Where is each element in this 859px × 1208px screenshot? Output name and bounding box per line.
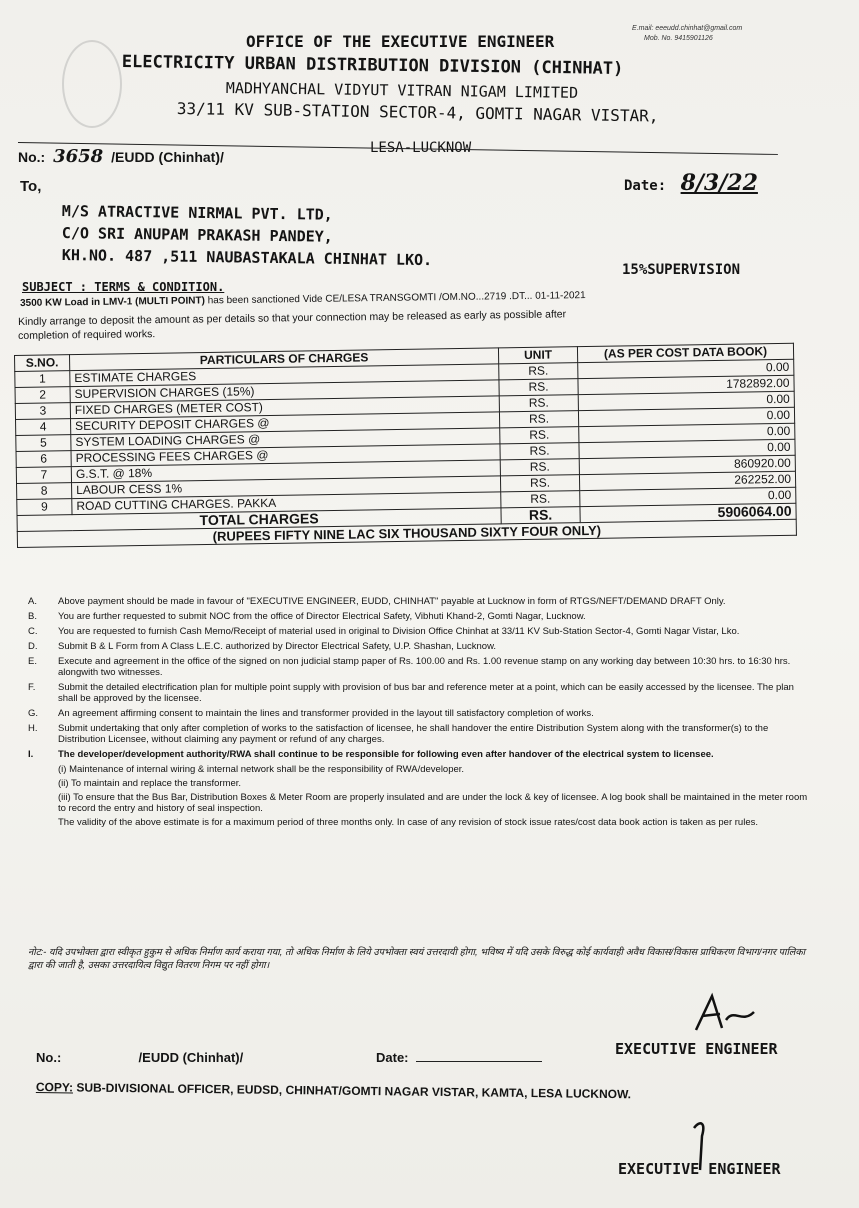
condition-text: Submit undertaking that only after completion of works to the satisfaction of licensee, he shall handover the entire Distribution System along with the transformer(s) to the Distribution Licensee, without claiming any payment or refund of any charges.: [58, 723, 769, 745]
header-title-office: OFFICE OF THE EXECUTIVE ENGINEER: [246, 32, 555, 51]
condition-item: [28, 708, 808, 719]
sub-point: (ii) To maintain and replace the transformer.: [58, 778, 242, 789]
conditions-list: [28, 596, 808, 831]
addressee-line1: M/S ATRACTIVE NIRMAL PVT. LTD,: [61, 202, 333, 224]
reference-number: [18, 146, 224, 167]
header-title-division: ELECTRICITY URBAN DISTRIBUTION DIVISION (CHINHAT): [121, 52, 624, 80]
condition-text: An agreement affirming consent to maintain the lines and transformer provided in the layout till satisfactory completion of works.: [58, 708, 594, 719]
col-header-unit: UNIT: [498, 347, 577, 364]
cell-particular: ROAD CUTTING CHARGES. PAKKA: [72, 492, 501, 515]
footer-date-label: Date:: [376, 1050, 409, 1065]
validity-note: The validity of the above estimate is for a maximum period of three months only. In case of any revision of stock issue rates/cost data book action is taken as per rules.: [58, 817, 758, 828]
condition-item: [28, 656, 808, 678]
addressee-line2: C/O SRI ANUPAM PRAKASH PANDEY,: [61, 224, 333, 246]
cell-amount: 0.00: [579, 439, 795, 458]
amount-in-words: (RUPEES FIFTY NINE LAC SIX THOUSAND SIXTY FOUR ONLY): [17, 519, 796, 547]
condition-letter: D.: [28, 641, 38, 652]
cell-amount: 0.00: [578, 359, 794, 378]
cell-particular: FIXED CHARGES (METER COST): [70, 396, 499, 419]
footer-number: [36, 1050, 243, 1065]
condition-text: Execute and agreement in the office of the signed on non judicial stamp paper of Rs. 100.00 and Rs. 1.00 revenue stamp on any working day between 10:30 hrs. to 16:30 hrs. alongwith two witnesses.: [58, 656, 791, 678]
condition-item: [28, 596, 808, 607]
cell-unit: RS.: [500, 475, 579, 492]
footer-no-label: No.:: [36, 1050, 62, 1065]
cell-sno: 3: [15, 403, 70, 420]
condition-text: The developer/development authority/RWA shall continue to be responsible for following even after handover of the electrical system to licensee.: [58, 749, 714, 760]
copy-label: COPY:: [35, 1080, 74, 1095]
condition-text: Submit the detailed electrification plan for multiple point supply with provision of bus bar and reference meter at a point, which can be easily accessed by the licensee. The plan shall be approved by the licensee.: [58, 682, 794, 704]
footer-date: [376, 1050, 542, 1065]
condition-letter: G.: [28, 708, 39, 719]
charges-table: [14, 343, 797, 548]
subject-sanction: has been sanctioned Vide CE/LESA TRANSGOMTI /OM.NO...2719 .DT... 01-11-2021: [207, 290, 586, 307]
reference-no-handwritten: 3658: [53, 146, 104, 167]
subject-label: SUBJECT : TERMS & CONDITION.: [22, 280, 225, 294]
condition-letter: E.: [28, 656, 37, 667]
cell-amount: 0.00: [579, 423, 795, 442]
cell-sno: 2: [15, 387, 70, 404]
condition-item: [28, 682, 808, 704]
cell-amount: 262252.00: [579, 471, 795, 490]
mobile-line: Mob. No. 9415901126: [644, 35, 713, 42]
condition-letter: C.: [28, 626, 38, 637]
col-header-amount: (AS PER COST DATA BOOK): [577, 343, 793, 362]
condition-text: You are further requested to submit NOC from the office of Director Electrical Safety, Vibhuti Khand-2, Gomti Nagar, Lucknow.: [58, 611, 586, 622]
cell-sno: 6: [16, 451, 71, 468]
reference-no-label: No.:: [18, 149, 46, 165]
condition-letter: I.: [28, 749, 34, 760]
total-label: TOTAL CHARGES: [17, 508, 501, 532]
signature-mark: [690, 990, 760, 1036]
col-header-particulars: PARTICULARS OF CHARGES: [70, 348, 499, 371]
header-title-address: 33/11 KV SUB-STATION SECTOR-4, GOMTI NAGAR VISTAR,: [176, 99, 659, 126]
condition-item: [28, 749, 808, 760]
cell-sno: 7: [16, 467, 71, 484]
cell-particular: ESTIMATE CHARGES: [70, 364, 499, 387]
condition-text: You are requested to furnish Cash Memo/Receipt of material used in original to Division Office Chinhat at 33/11 KV Sub-Station Sector-4, Gomti Nagar Vistar, Lko.: [58, 626, 740, 637]
sub-point: (iii) To ensure that the Bus Bar, Distribution Boxes & Meter Room are properly insulated and are under the lock & key of licensee. A log book shall be maintained in the meter room to record the entry and history of seal inspection.: [58, 792, 808, 814]
cell-amount: 0.00: [578, 407, 794, 426]
copy-line: [36, 1080, 631, 1101]
cell-particular: SUPERVISION CHARGES (15%): [70, 380, 499, 403]
signatory-title: EXECUTIVE ENGINEER: [615, 1040, 778, 1058]
date-label: Date:: [624, 178, 667, 194]
date-handwritten: 8/3/22: [680, 170, 758, 196]
cell-sno: 9: [17, 499, 72, 516]
header-title-city: LESA-LUCKNOW: [370, 140, 472, 156]
email-line: E.mail: eeeudd.chinhat@gmail.com: [632, 25, 743, 32]
condition-item: [28, 641, 808, 652]
cell-unit: RS.: [499, 379, 578, 396]
cell-particular: G.S.T. @ 18%: [71, 460, 500, 483]
cell-particular: SYSTEM LOADING CHARGES @: [71, 428, 500, 451]
cell-particular: SECURITY DEPOSIT CHARGES @: [71, 412, 500, 435]
cell-amount: 0.00: [578, 391, 794, 410]
header-title-company: MADHYANCHAL VIDYUT VITRAN NIGAM LIMITED: [225, 79, 579, 102]
cell-sno: 5: [16, 435, 71, 452]
to-label: To,: [20, 178, 42, 195]
cell-amount: 1782892.00: [578, 375, 794, 394]
cell-unit: RS.: [501, 491, 580, 508]
condition-item: [28, 611, 808, 622]
total-unit: RS.: [501, 507, 580, 524]
cell-unit: RS.: [499, 363, 578, 380]
cell-particular: PROCESSING FEES CHARGES @: [71, 444, 500, 467]
subject-line2: Kindly arrange to deposit the amount as per details so that your connection may be released as early as possible after: [18, 308, 567, 328]
condition-item: [28, 626, 808, 637]
hindi-note: नोट:- यदि उपभोक्ता द्वारा स्वीकृत हुकुम से अधिक निर्माण कार्य कराया गया, तो अधिक निर्माण के लिये उपभोक्ता स्वयं उत्तरदायी होगा, भविष्य में यदि उसके विरुद्ध कोई कार्यवाही अवैध विकास/विकास प्राधिकरण विभाग/नगर पालिका द्वारा की जाती है, उसका उत्तरदायित्व विद्युत वितरण निगम पर नहीं होगा।: [28, 947, 806, 971]
cell-sno: 8: [17, 483, 72, 500]
cell-amount: 860920.00: [579, 455, 795, 474]
cell-unit: RS.: [500, 427, 579, 444]
addressee-line3: KH.NO. 487 ,511 NAUBASTAKALA CHINHAT LKO.: [61, 246, 433, 270]
footer-no-suffix: /EUDD (Chinhat)/: [138, 1050, 244, 1065]
condition-text: Submit B & L Form from A Class L.E.C. authorized by Director Electrical Safety, U.P. Shashan, Lucknow.: [58, 641, 497, 652]
condition-letter: B.: [28, 611, 37, 622]
subject-load: 3500 KW Load in LMV-1 (MULTI POINT): [20, 295, 205, 309]
condition-text: Above payment should be made in favour of "EXECUTIVE ENGINEER, EUDD, CHINHAT" payable at Lucknow in form of RTGS/NEFT/DEMAND DRAFT Only.: [58, 596, 726, 607]
cell-sno: 1: [15, 371, 70, 388]
cell-sno: 4: [16, 419, 71, 436]
cell-unit: RS.: [499, 395, 578, 412]
col-header-sno: S.NO.: [15, 355, 70, 372]
condition-letter: F.: [28, 682, 36, 693]
cell-unit: RS.: [500, 459, 579, 476]
condition-item: [28, 723, 808, 745]
cell-unit: RS.: [500, 443, 579, 460]
date-field: [624, 170, 758, 196]
cell-unit: RS.: [499, 411, 578, 428]
condition-letter: H.: [28, 723, 38, 734]
copy-signatory-title: EXECUTIVE ENGINEER: [618, 1160, 781, 1178]
condition-letter: A.: [28, 596, 37, 607]
copy-text: SUB-DIVISIONAL OFFICER, EUDSD, CHINHAT/GOMTI NAGAR VISTAR, KAMTA, LESA LUCKNOW.: [76, 1080, 632, 1102]
sub-point: (i) Maintenance of internal wiring & internal network shall be the responsibility of RWA/developer.: [58, 764, 465, 775]
total-amount: 5906064.00: [580, 503, 796, 522]
cell-amount: 0.00: [580, 487, 796, 506]
supervision-note: 15%SUPERVISION: [622, 262, 741, 278]
reference-no-suffix: /EUDD (Chinhat)/: [111, 149, 224, 165]
subject-line3: completion of required works.: [18, 328, 156, 342]
cell-particular: LABOUR CESS 1%: [72, 476, 501, 499]
office-seal: [62, 40, 122, 128]
